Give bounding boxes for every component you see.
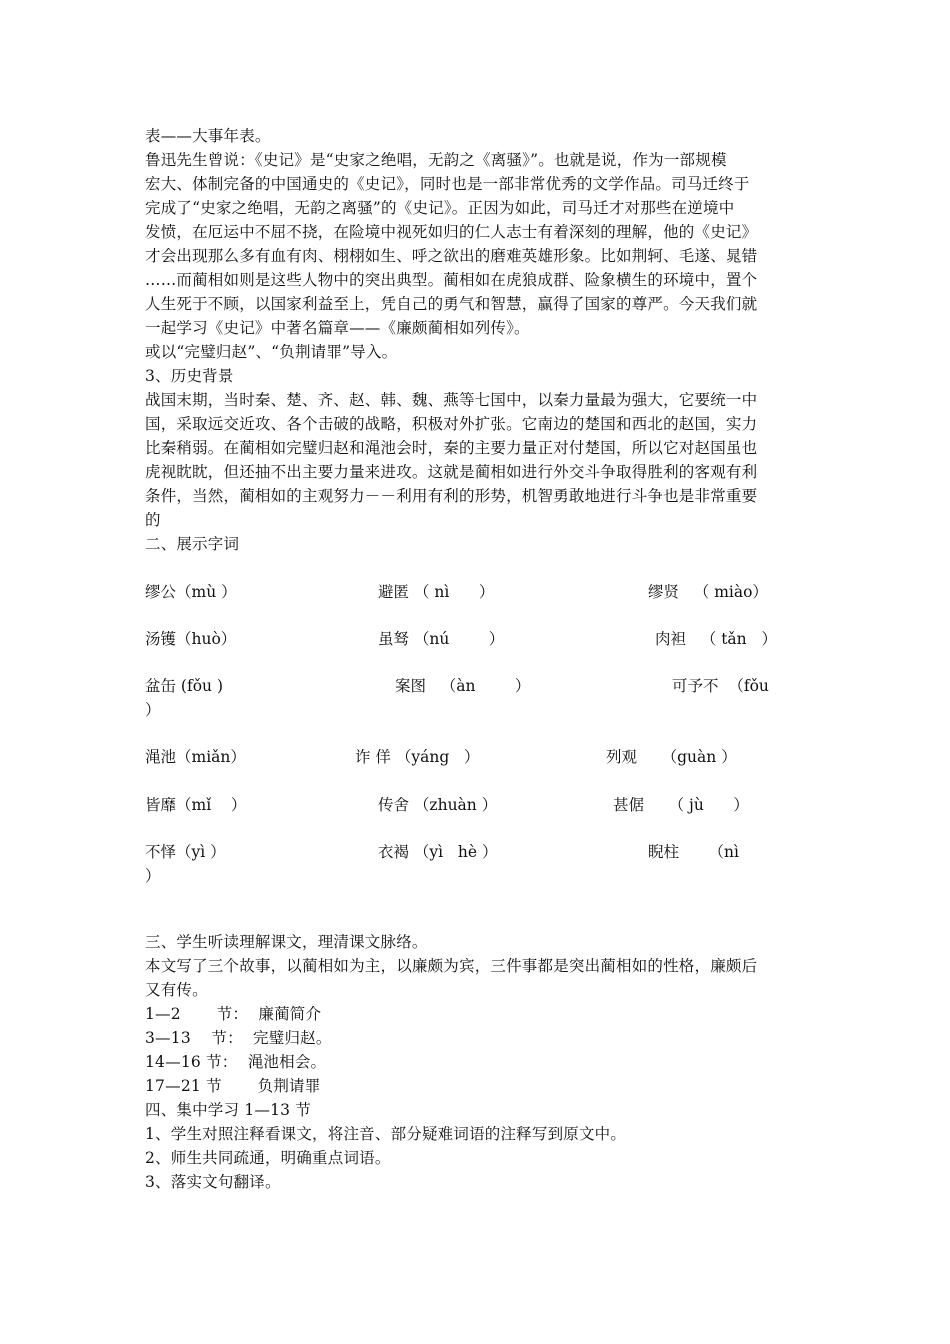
vocab-wrap: ）	[145, 867, 161, 885]
vocab-item: 诈 佯 （yáng ）	[355, 748, 480, 766]
vocab-item: 虽驽 （nú ）	[378, 630, 505, 648]
vocab-item: 不怿（yì ）	[145, 843, 226, 861]
text-line: 虎视眈眈，但还抽不出主要力量来进攻。这就是蔺相如进行外交斗争取得胜利的客观有利	[145, 463, 758, 481]
text-line: 1、学生对照注释看课文，将注音、部分疑难词语的注释写到原文中。	[145, 1125, 627, 1143]
vocab-item: 可予不 （fǒu	[672, 677, 769, 695]
vocab-item: 皆靡（mǐ ）	[145, 796, 247, 814]
text-line: 或以“完璧归赵”、“负荆请罪”导入。	[145, 343, 398, 361]
outline-item: 14—16 节： 渑池相会。	[145, 1053, 327, 1071]
text-line: 又有传。	[145, 981, 208, 999]
text-line: 完成了“史家之绝唱，无韵之离骚”的《史记》。正因为如此，司马迁才对那些在逆境中	[145, 199, 735, 217]
vocab-item: 甚倨 （ jù ）	[613, 796, 749, 814]
text-line: 3、落实文句翻译。	[145, 1173, 281, 1191]
section-heading: 四、集中学习 1—13 节	[145, 1101, 312, 1119]
section-heading: 二、展示字词	[145, 535, 240, 553]
vocab-item: 案图 （àn ）	[395, 677, 531, 695]
text-line: 2、师生共同疏通，明确重点词语。	[145, 1149, 391, 1167]
outline-item: 1—2 节： 廉蔺简介	[145, 1005, 322, 1023]
outline-item: 17—21 节 负荆请罪	[145, 1077, 321, 1095]
text-line: 的	[145, 511, 161, 529]
vocab-item: 避匿 （ nì ）	[378, 583, 495, 601]
vocab-item: 缪贤 （ miào）	[648, 583, 768, 601]
vocab-item: 汤镬（huò）	[145, 630, 237, 648]
vocab-item: 盆缶 (fǒu )	[145, 677, 223, 695]
text-line: ……而蔺相如则是这些人物中的突出典型。蔺相如在虎狼成群、险象横生的环境中，置个	[145, 271, 758, 289]
section-heading: 3、历史背景	[145, 367, 234, 385]
vocab-item: 列观 （guàn ）	[606, 748, 737, 766]
text-line: 一起学习《史记》中著名篇章——《廉颇蔺相如列传》。	[145, 319, 530, 337]
text-line: 本文写了三个故事，以蔺相如为主，以廉颇为宾，三件事都是突出蔺相如的性格，廉颇后	[145, 957, 758, 975]
text-line: 人生死于不顾，以国家利益至上，凭自己的勇气和智慧，赢得了国家的尊严。今天我们就	[145, 295, 758, 313]
text-line: 鲁迅先生曾说：《史记》是“史家之绝唱，无韵之《离骚》”。也就是说，作为一部规模	[145, 151, 727, 169]
text-line: 发愤，在厄运中不屈不挠，在险境中视死如归的仁人志士有着深刻的理解，他的《史记》	[145, 223, 758, 241]
vocab-item: 渑池（miǎn）	[145, 748, 246, 766]
section-heading: 三、学生听读理解课文，理清课文脉络。	[145, 933, 428, 951]
vocab-item: 缪公（mù ）	[145, 583, 237, 601]
vocab-wrap: ）	[145, 701, 161, 719]
vocab-item: 肉袒 （ tǎn ）	[655, 630, 777, 648]
text-line: 国，采取远交近攻、各个击破的战略，积极对外扩张。它南边的楚国和西北的赵国，实力	[145, 415, 758, 433]
vocab-item: 衣褐 （yì hè ）	[378, 843, 498, 861]
text-line: 宏大、体制完备的中国通史的《史记》，同时也是一部非常优秀的文学作品。司马迁终于	[145, 175, 750, 193]
vocab-item: 传舍 （zhuàn ）	[378, 796, 498, 814]
text-line: 才会出现那么多有血有肉、栩栩如生、呼之欲出的磨难英雄形象。比如荆轲、毛遂、晁错	[145, 247, 758, 265]
text-line: 条件，当然，蔺相如的主观努力－－利用有利的形势，机智勇敢地进行斗争也是非常重要	[145, 487, 758, 505]
vocab-item: 睨柱 （nì	[648, 843, 740, 861]
outline-item: 3—13 节： 完璧归赵。	[145, 1029, 332, 1047]
text-line: 表——大事年表。	[145, 127, 271, 145]
text-line: 战国末期，当时秦、楚、齐、赵、韩、魏、燕等七国中，以秦力量最为强大，它要统一中	[145, 391, 758, 409]
text-line: 比秦稍弱。在蔺相如完璧归赵和渑池会时，秦的主要力量正对付楚国，所以它对赵国虽也	[145, 439, 758, 457]
